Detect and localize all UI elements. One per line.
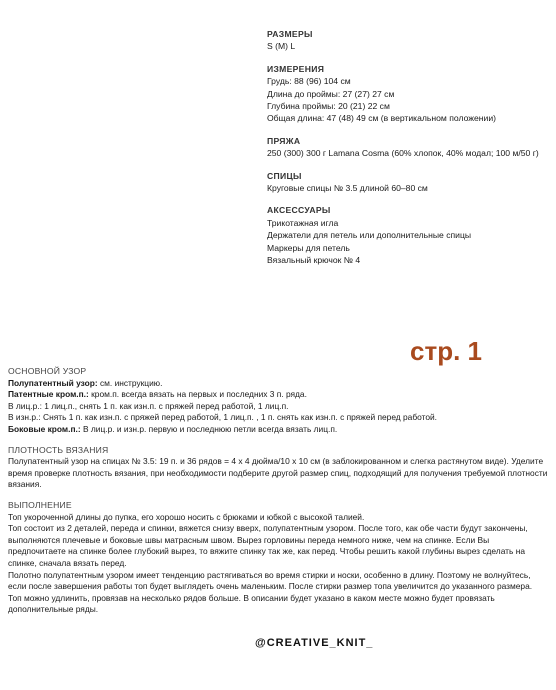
measurement-item: Длина до проймы: 27 (27) 27 см	[267, 88, 395, 99]
materials-column	[267, 28, 552, 267]
measurement-item: Общая длина: 47 (48) 49 см (в вертикальном положении)	[267, 113, 496, 124]
needles-heading: СПИЦЫ	[267, 170, 302, 181]
main-pattern-heading: ОСНОВНОЙ УЗОР	[8, 366, 87, 376]
needles-text: Круговые спицы № 3.5 длиной 60–80 см	[267, 183, 428, 194]
pattern-line: В изн.р.: Снять 1 п. как изн.п. с пряжей перед работой, 1 лиц.п. , 1 п. снять как изн.п. с пряжей перед работой.	[8, 412, 438, 423]
execution-paragraph: Топ состоит из 2 деталей, переда и спинки, вяжется снизу вверх, полупатентным узором. После того, как обе части будут закончены, выполняются плечевые и боковые швы матрасным швом. Вырез горловины переда немного ниже, чем на спинке. Если Вы предпочитаете на спинке более глубокий вырез, то вяжите спинку так же, как перед. Чтобы решить какой глубины вырез сделать на спинке, сначала вязать перед.	[8, 523, 528, 568]
pattern-line: В лиц.р.: 1 лиц.п., снять 1 п. как изн.п. с пряжей перед работой, 1 лиц.п.	[8, 400, 289, 411]
accessories-heading: АКСЕССУАРЫ	[267, 205, 331, 216]
yarn-heading: ПРЯЖА	[267, 135, 301, 146]
accessory-item: Трикотажная игла	[267, 217, 339, 228]
execution-paragraph: Топ укороченной длины до пупка, его хорошо носить с брюками и юбкой с высокой талией.	[8, 511, 365, 522]
pattern-line	[8, 378, 548, 390]
pattern-term: Патентные кром.п.:	[8, 389, 89, 400]
gauge-text: Полупатентный узор на спицах № 3.5: 19 п. и 36 рядов = 4 х 4 дюйма/10 х 10 см (в заблокированном и слегка растянутом виде). Уделите время проверке плотность вязания, при необходимости подберите другой размер спиц, подходящий для получения требуемой плотности вязания.	[8, 456, 548, 490]
pattern-line	[8, 424, 548, 436]
page-label: стр. 1	[410, 336, 482, 366]
pattern-desc: В лиц.р. и изн.р. первую и последнюю петли всегда вязать лиц.п.	[80, 423, 338, 434]
measurements-heading: ИЗМЕРЕНИЯ	[267, 63, 325, 74]
accessory-item: Маркеры для петель	[267, 242, 350, 253]
yarn-text: 250 (300) 300 г Lamana Cosma (60% хлопок, 40% модал; 100 м/50 г)	[267, 148, 539, 159]
pattern-line	[8, 389, 548, 401]
pattern-term: Полупатентный узор:	[8, 377, 98, 388]
execution-heading: ВЫПОЛНЕНИЕ	[8, 499, 72, 510]
gauge-heading: ПЛОТНОСТЬ ВЯЗАНИЯ	[8, 444, 109, 455]
accessory-item: Вязальный крючок № 4	[267, 255, 361, 266]
pattern-desc: кром.п. всегда вязать на первых и последних 3 п. ряда.	[88, 389, 307, 400]
pattern-term: Боковые кром.п.:	[8, 423, 81, 434]
pattern-desc: см. инструкцию.	[97, 377, 163, 388]
sizes-heading: РАЗМЕРЫ	[267, 29, 313, 39]
measurement-item: Грудь: 88 (96) 104 см	[267, 76, 351, 87]
watermark: @CREATIVE_KNIT_	[252, 637, 376, 649]
execution-paragraph: Топ можно удлинить, провязав на несколько рядов больше. В описании будет указано в каком месте можно будет провязать дополнительные ряды.	[8, 592, 495, 615]
sizes-value: S (M) L	[267, 41, 296, 52]
instructions-body	[8, 366, 548, 616]
measurement-item: Глубина проймы: 20 (21) 22 см	[267, 101, 390, 112]
accessory-item: Держатели для петель или дополнительные спицы	[267, 230, 472, 241]
execution-paragraph: Полотно полупатентным узором имеет тенденцию растягиваться во время стирки и носки, особенно в длину. Поэтому не волнуйтесь, если после завершения работы топ будет выглядеть очень маленьким. После стирки размер топа увеличится до указанного размера.	[8, 569, 533, 592]
